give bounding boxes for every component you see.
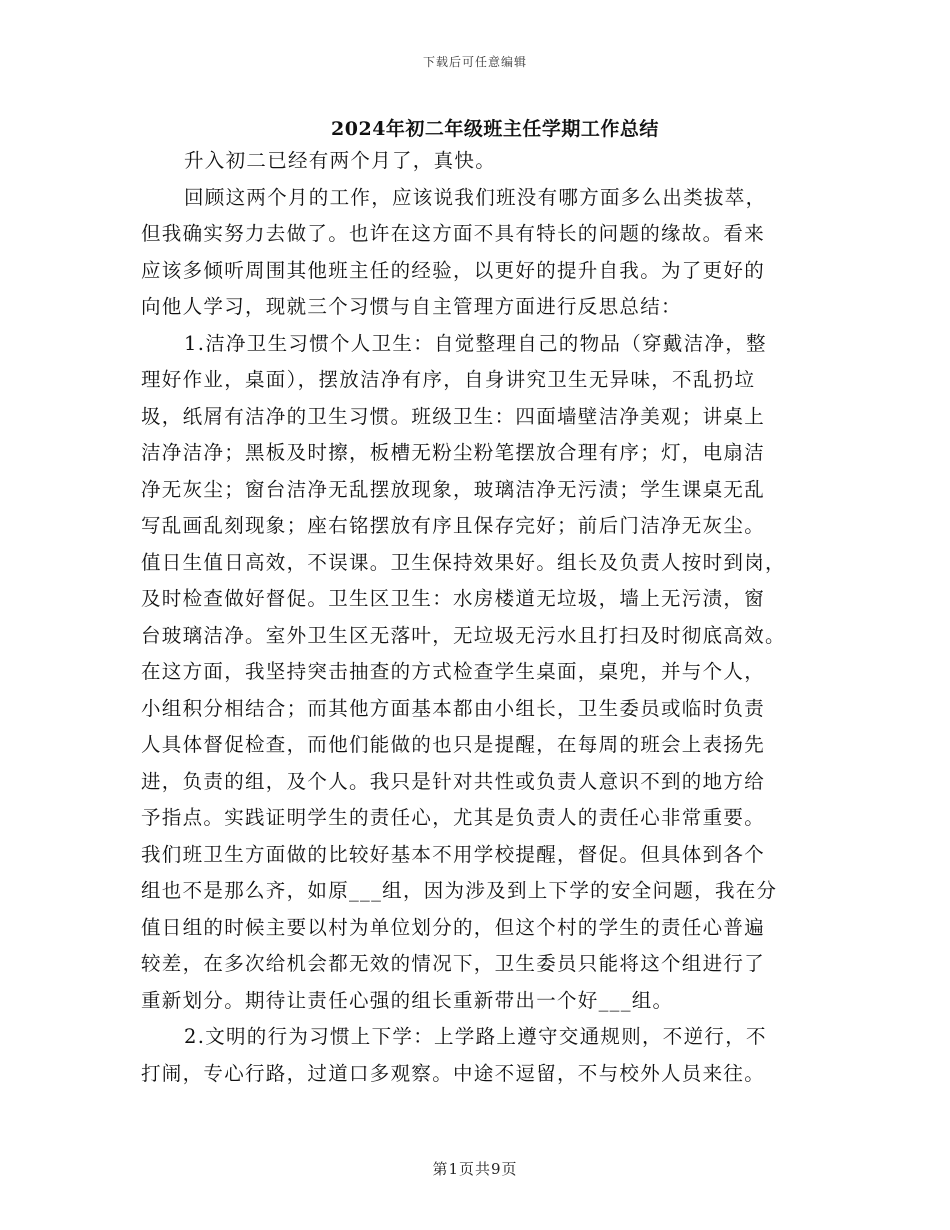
paragraph-line: 打闹，专心行路，过道口多观察。中途不逗留，不与校外人员来往。 bbox=[141, 1061, 766, 1085]
page-number-indicator: 第1页共9页 bbox=[432, 1160, 518, 1178]
paragraph-line: 较差，在多次给机会都无效的情况下，卫生委员只能将这个组进行了 bbox=[141, 952, 766, 975]
paragraph-line: 2.文明的行为习惯上下学：上学路上遵守交通规则，不逆行，不 bbox=[184, 1025, 767, 1048]
paragraph-line: 小组积分相结合；而其他方面基本都由小组长，卫生委员或临时负责 bbox=[141, 696, 766, 720]
paragraph-line: 值日组的时候主要以村为单位划分的，但这个村的学生的责任心普遍 bbox=[141, 915, 766, 939]
paragraph-line: 应该多倾听周围其他班主任的经验，以更好的提升自我。为了更好的 bbox=[141, 258, 766, 282]
paragraph-line: 在这方面，我坚持突击抽查的方式检查学生桌面，桌兜，并与个人， bbox=[141, 660, 766, 683]
paragraph-line: 重新划分。期待让责任心强的组长重新带出一个好___组。 bbox=[141, 988, 674, 1012]
paragraph-line: 值日生值日高效，不误课。卫生保持效果好。组长及负责人按时到岗， bbox=[141, 550, 786, 574]
paragraph-line: 1.洁净卫生习惯个人卫生：自觉整理自己的物品（穿戴洁净，整 bbox=[184, 331, 767, 355]
page-header-note: 下载后可任意编辑 bbox=[422, 55, 527, 69]
paragraph-line: 但我确实努力去做了。也许在这方面不具有特长的问题的缘故。看来 bbox=[141, 222, 766, 245]
document-title: 2024年初二年级班主任学期工作总结 bbox=[331, 118, 659, 140]
paragraph-line: 进，负责的组，及个人。我只是针对共性或负责人意识不到的地方给 bbox=[141, 769, 766, 793]
paragraph-line: 向他人学习，现就三个习惯与自主管理方面进行反思总结： bbox=[141, 295, 682, 318]
paragraph-line: 台玻璃洁净。室外卫生区无落叶，无垃圾无污水且打扫及时彻底高效。 bbox=[141, 623, 786, 647]
paragraph-line: 理好作业，桌面），摆放洁净有序，自身讲究卫生无异味，不乱扔垃 bbox=[141, 368, 756, 391]
paragraph-line: 洁净洁净；黑板及时擦，板槽无粉尘粉笔摆放合理有序；灯，电扇洁 bbox=[141, 441, 766, 464]
paragraph-line: 组也不是那么齐，如原___组，因为涉及到上下学的安全问题，我在分 bbox=[141, 879, 778, 902]
document-body bbox=[141, 143, 806, 1092]
paragraph-line: 予指点。实践证明学生的责任心，尤其是负责人的责任心非常重要。 bbox=[141, 806, 766, 829]
paragraph-line: 回顾这两个月的工作，应该说我们班没有哪方面多么出类拔萃， bbox=[184, 185, 767, 209]
paragraph-line: 及时检查做好督促。卫生区卫生：水房楼道无垃圾，墙上无污渍，窗 bbox=[141, 587, 766, 610]
paragraph-line: 升入初二已经有两个月了，真快。 bbox=[184, 149, 497, 172]
paragraph-line: 人具体督促检查，而他们能做的也只是提醒，在每周的班会上表扬先 bbox=[141, 733, 766, 756]
paragraph-line: 圾，纸屑有洁净的卫生习惯。班级卫生：四面墙壁洁净美观；讲桌上 bbox=[141, 404, 766, 428]
paragraph-line: 我们班卫生方面做的比较好基本不用学校提醒，督促。但具体到各个 bbox=[141, 842, 766, 866]
paragraph-line: 写乱画乱刻现象；座右铭摆放有序且保存完好；前后门洁净无灰尘。 bbox=[141, 514, 766, 537]
paragraph-line: 净无灰尘；窗台洁净无乱摆放现象，玻璃洁净无污渍；学生课桌无乱 bbox=[141, 477, 766, 501]
